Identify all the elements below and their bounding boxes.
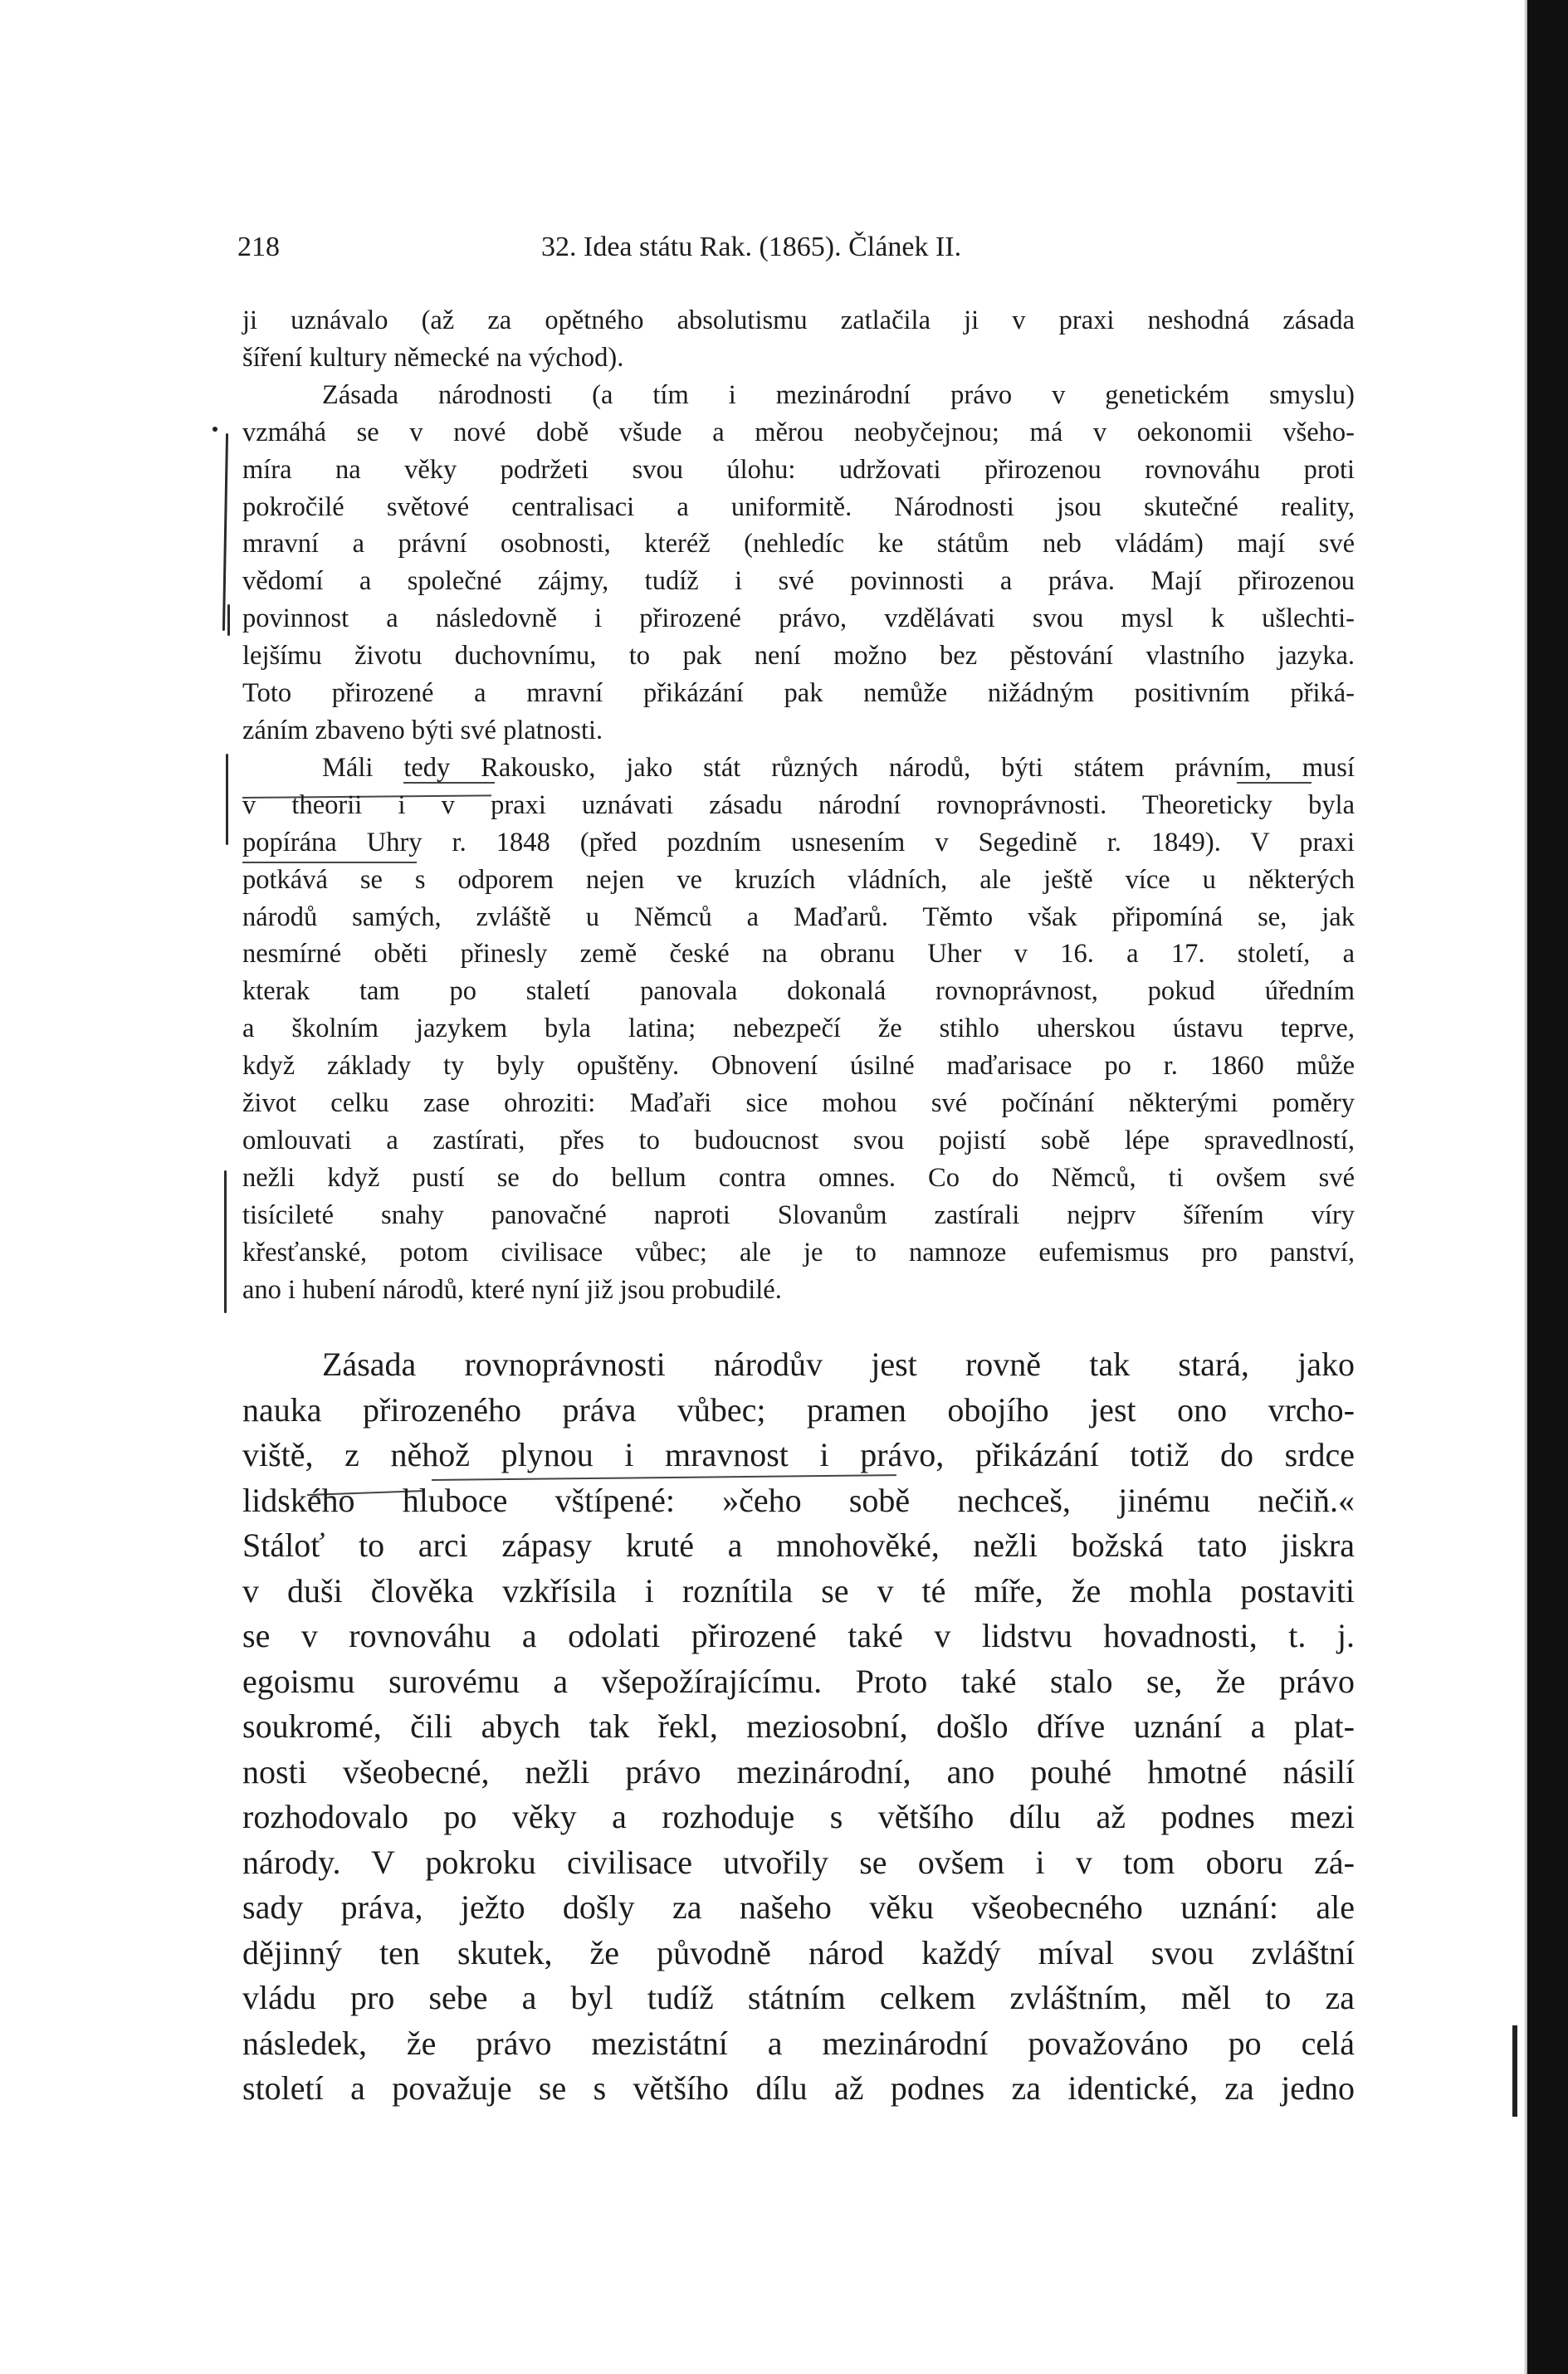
text-line: život celku zase ohroziti: Maďaři sice mohou své počínání některými poměry — [242, 1088, 1355, 1119]
text-line: potkává se s odporem nejen ve kruzích vládních, ale ještě více u některých — [242, 864, 1355, 895]
text-line: viště, z něhož plynou i mravnost i právo, přikázání totiž do srdce — [242, 1436, 1355, 1473]
text-line: tisícileté snahy panovačné naproti Slovanům zastírali nejprv šířením víry — [242, 1199, 1355, 1230]
scan-border — [1527, 0, 1568, 2374]
text-line: ji uznávalo (až za opětného absolutismu zatlačila ji v praxi neshodná zásada — [242, 305, 1355, 335]
text-line: omlouvati a zastírati, přes to budoucnost svou pojistí sobě lépe spravedlností, — [242, 1125, 1355, 1155]
chapter-title: 32. Idea státu Rak. (1865). Článek II. — [541, 232, 962, 262]
text-line: vzmáhá se v nové době všude a měrou neobyčejnou; má v oekonomii všeho- — [242, 417, 1355, 447]
text-line: egoismu surovému a všepožírajícímu. Proto také stalo se, že právo — [242, 1662, 1355, 1700]
text-line: století a považuje se s většího dílu až podnes za identické, za jedno — [242, 2069, 1355, 2107]
text-line: v theorii i v praxi uznávati zásadu národní rovnoprávnosti. Theoreticky byla — [242, 789, 1355, 820]
margin-bracket-mark — [227, 604, 230, 636]
text-line: dějinný ten skutek, že původně národ každý míval svou zvláštní — [242, 1933, 1355, 1971]
margin-bracket-mark — [222, 433, 228, 631]
text-line: popírána Uhry r. 1848 (před pozdním usnesením v Segedině r. 1849). V praxi — [242, 827, 1355, 857]
text-line: mravní a právní osobnosti, kteréž (nehledíc ke státům neb vládám) mají své — [242, 529, 1355, 559]
text-line: národů samých, zvláště u Němců a Maďarů. Těmto však připomíná se, jak — [242, 901, 1355, 932]
text-line: sady práva, ježto došly za našeho věku všeobecného uznání: ale — [242, 1888, 1355, 1926]
text-line: soukromé, čili abych tak řekl, meziosobní, došlo dříve uznání a plat- — [242, 1707, 1355, 1745]
text-line: záním zbaveno býti své platnosti. — [242, 715, 603, 745]
text-line: se v rovnováhu a odolati přirozené také v lidstvu hovadnosti, t. j. — [242, 1617, 1355, 1654]
text-line: kterak tam po staletí panovala dokonalá rovnoprávnost, pokud úředním — [242, 976, 1355, 1007]
text-line: Stáloť to arci zápasy kruté a mnohověké, nežli božská tato jiskra — [242, 1526, 1355, 1564]
text-line: lidského hluboce vštípené: »čeho sobě nechceš, jinému nečiň.« — [242, 1481, 1355, 1519]
text-line: nosti všeobecné, nežli právo mezinárodní, ano pouhé hmotné násilí — [242, 1752, 1355, 1790]
text-line: v duši člověka vzkřísila i roznítila se v té míře, že mohla postaviti — [242, 1571, 1355, 1610]
text-line: šíření kultury německé na východ). — [242, 342, 624, 373]
text-line: Máli tedy Rakousko, jako stát různých národů, býti státem právním, musí — [322, 752, 1355, 783]
text-line: míra na věky podržeti svou úlohu: udržovati přirozenou rovnováhu proti — [242, 454, 1355, 485]
text-line: ano i hubení národů, které nyní již jsou probudilé. — [242, 1274, 782, 1305]
text-line: křesťanské, potom civilisace vůbec; ale je to namnoze eufemismus pro panství, — [242, 1237, 1355, 1268]
text-line: když základy ty byly opuštěny. Obnovení úsilné maďarisace po r. 1860 může — [242, 1051, 1355, 1082]
text-line: Zásada rovnoprávnosti národův jest rovně tak stará, jako — [322, 1346, 1355, 1383]
text-line: rozhodovalo po věky a rozhoduje s většího dílu až podnes mezi — [242, 1798, 1355, 1835]
text-line: vládu pro sebe a byl tudíž státním celkem zvláštním, měl to za — [242, 1979, 1355, 2016]
text-line: následek, že právo mezistátní a mezinárodní považováno po celá — [242, 2024, 1355, 2062]
text-line: národy. V pokroku civilisace utvořily se ovšem i v tom oboru zá- — [242, 1843, 1355, 1881]
text-line: Toto přirozené a mravní přikázání pak nemůže nižádným positivním přiká- — [242, 678, 1355, 709]
commentary-block — [242, 302, 1355, 1308]
text-line: Zásada národnosti (a tím i mezinárodní právo v genetickém smyslu) — [322, 379, 1355, 410]
text-line: povinnost a následovně i přirozené právo, vzdělávati svou mysl k ušlechti- — [242, 603, 1355, 634]
text-line: pokročilé světové centralisaci a uniformitě. Národnosti jsou skutečné reality, — [242, 491, 1355, 522]
margin-bracket-mark — [224, 1170, 227, 1313]
text-line: a školním jazykem byla latina; nebezpečí že stihlo uherskou ústavu teprve, — [242, 1014, 1355, 1044]
margin-dot-mark — [212, 427, 217, 432]
margin-bracket-mark — [226, 754, 228, 845]
text-line: nesmírné oběti přinesly země české na obranu Uher v 16. a 17. století, a — [242, 939, 1355, 970]
text-line: lejšímu životu duchovnímu, to pak není možno bez pěstování vlastního jazyka. — [242, 641, 1355, 672]
text-line: nežli když pustí se do bellum contra omnes. Co do Němců, ti ovšem své — [242, 1162, 1355, 1193]
page-number: 218 — [237, 232, 280, 262]
text-line: nauka přirozeného práva vůbec; pramen obojího jest ono vrcho- — [242, 1390, 1355, 1429]
main-text-block — [242, 1342, 1355, 2112]
running-head — [237, 229, 1355, 266]
scan-mark — [1512, 2025, 1517, 2117]
text-line: vědomí a společné zájmy, tudíž i své povinnosti a práva. Mají přirozenou — [242, 566, 1355, 597]
